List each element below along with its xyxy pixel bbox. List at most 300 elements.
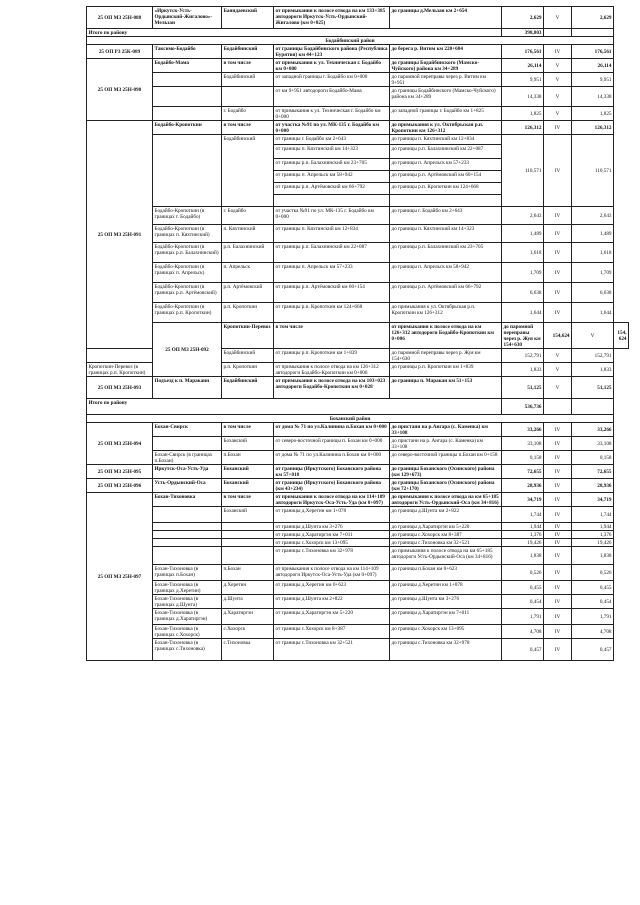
road-category: IV <box>544 121 572 135</box>
road-length: 14,338 <box>502 87 544 107</box>
segment-from: от примыкания к полосе отвода на км 103+023 автодороги Бодайбо-Кропоткин км 0+028 <box>274 377 390 399</box>
road-length: 33,108 <box>502 437 544 451</box>
municipality <box>222 531 274 539</box>
road-length: 176,561 <box>502 45 544 59</box>
road-name <box>153 547 222 565</box>
segment-from: от границы д.Харатиргэн км 7+011 <box>274 531 390 539</box>
road-name: Бодайбо-Кропоткин (в границах р.п. Кропоткин) <box>153 303 222 323</box>
road-register-sheet <box>86 6 629 661</box>
road-name: Бохан-Тихоновка (в границах п.Бохан) <box>153 565 222 581</box>
segment-to: до паромной переправы через р. Жуя км 154+630 <box>390 349 502 363</box>
table-row <box>87 493 629 507</box>
segment-to: до границы р.п. Кропоткин км 1+839 <box>390 363 502 377</box>
segment-from: от западной границы г. Бодайбо км 0+000 <box>274 73 390 87</box>
road-category: IV <box>544 493 572 507</box>
segment-to: до границы с.Тихоновка км 32+521 <box>390 539 502 547</box>
road-category: IV <box>544 479 572 493</box>
road-length-total: 4,708 <box>572 625 614 639</box>
road-length-total: 0,526 <box>572 565 614 581</box>
road-length-total: 1,825 <box>572 107 614 121</box>
segment-from: от границы с.Тихоновка км 32+978 <box>274 547 390 565</box>
segment-from: от границы р.п. Артёмовский км 60+154 <box>274 283 390 303</box>
table-row <box>87 377 629 399</box>
road-name: Бодайбо-Кропоткин <box>153 121 222 135</box>
road-length: 154,624 <box>544 323 572 349</box>
table-row <box>87 539 629 547</box>
municipality: п. Апрельск <box>222 263 274 283</box>
road-name: Бохан-Тихоновка (в границах с.Хохорск) <box>153 625 222 639</box>
road-category: IV <box>544 609 572 625</box>
table-row <box>87 87 629 107</box>
road-name: Иркутск-Оса-Усть-Уда <box>153 465 222 479</box>
road-name: Бохан-Тихоновка (в границах д.Херетин) <box>153 581 222 595</box>
segment-to: до границы р.п. Балахнинский км 22+087 <box>390 145 502 159</box>
road-name: Подъезд к п. Мараканн <box>153 377 222 399</box>
municipality: п. Кяхтинский <box>222 225 274 243</box>
municipality: Бодайбинский <box>222 377 274 399</box>
road-length-total: 176,561 <box>572 45 614 59</box>
road-length-total: 126,312 <box>572 121 614 135</box>
segment-to: до границы д.Харатиргэн км 5+220 <box>390 523 502 531</box>
segment-to: до западной границы г. Бодайбо км 1+825 <box>390 107 502 121</box>
segment-from: от примыкания к ул. Техническая г. Бодайбо км 0+000 <box>274 59 390 73</box>
table-row <box>87 225 629 243</box>
segment-to: до границы р.п. Артёмовский км 66+792 <box>390 283 502 303</box>
road-name: Бодайбо-Кропоткин (в границах п. Апрельск) <box>153 263 222 283</box>
table-row <box>87 135 629 145</box>
table-row <box>87 581 629 595</box>
road-category: IV <box>544 523 572 531</box>
road-code: 25 ОП МЗ 25Н-094 <box>87 423 153 465</box>
road-length-total: 0,158 <box>572 451 614 465</box>
road-length-total: 1,489 <box>572 225 614 243</box>
road-name: Бохан-Свирск (в границах п.Бохан) <box>153 451 222 465</box>
road-length: 1,833 <box>502 363 544 377</box>
road-name: Кропоткин-Перевоз <box>222 323 274 349</box>
municipality: п.Бохан <box>222 451 274 465</box>
segment-from: от границы р.п. Балахнинский км 22+087 <box>274 243 390 263</box>
segment-from: от границы д.Херетин км 1+078 <box>274 507 390 523</box>
road-length: 9,951 <box>502 73 544 87</box>
segment-from: от границы д.Херетин км 0+623 <box>274 581 390 595</box>
road-code: 25 ОП МЗ 25Н-090 <box>87 59 153 121</box>
municipality: д.Херетин <box>222 581 274 595</box>
road-length-total: 0,455 <box>572 581 614 595</box>
table-row <box>87 263 629 283</box>
municipality: в том числе <box>274 323 390 349</box>
table-row <box>87 465 629 479</box>
road-category: V <box>544 73 572 87</box>
segment-from: от границы р.п. Кропоткин км 1+839 <box>274 349 390 363</box>
road-name <box>153 539 222 547</box>
road-length: 33,266 <box>502 423 544 437</box>
region-header-row <box>87 37 629 45</box>
road-length: 6,638 <box>502 283 544 303</box>
road-name <box>87 349 153 363</box>
road-category: V <box>544 59 572 73</box>
road-length: 152,791 <box>502 349 544 363</box>
segment-to: до границы д.Мельзан км 2+654 <box>390 7 502 29</box>
road-length: 1,744 <box>502 507 544 523</box>
road-category: IV <box>544 565 572 581</box>
municipality: р.п. Кропоткин <box>222 363 274 377</box>
municipality: д.Харатиргэн <box>222 609 274 625</box>
segment-to: до границы п.Бохан км 0+623 <box>390 565 502 581</box>
segment-from: от границы п. Кяхтинский км 14+323 <box>274 145 390 159</box>
road-length: 126,312 <box>502 121 544 135</box>
road-category: IV <box>544 207 572 225</box>
table-row <box>87 609 629 625</box>
road-code: 25 ОП МЗ 25Н-093 <box>87 377 153 399</box>
municipality: Боханский <box>222 507 274 523</box>
road-name: Бохан-Тихоновка (в границах с.Тихоновка) <box>153 639 222 661</box>
table-row <box>87 625 629 639</box>
segment-from: от границы р.п. Артёмовский км 66+792 <box>274 183 390 195</box>
segment-from: от участка №91 по ул. МК-135 г. Бодайбо км 0+000 <box>274 207 390 225</box>
road-name <box>153 107 222 121</box>
road-length: 34,719 <box>502 493 544 507</box>
road-length-total: 19,426 <box>572 539 614 547</box>
table-row <box>87 73 629 87</box>
road-length-total: 152,791 <box>572 349 614 363</box>
road-name <box>153 523 222 531</box>
road-code: 25 ОП МЗ 25Н-097 <box>87 493 153 661</box>
road-length-total: 33,266 <box>572 423 614 437</box>
road-length-total: 2,643 <box>572 207 614 225</box>
road-name: Бохан-Тихоновка (в границах д.Харатиргэн) <box>153 609 222 625</box>
road-category: IV <box>544 283 572 303</box>
road-register-table <box>86 6 629 661</box>
road-length: 1,618 <box>502 243 544 263</box>
segment-to: до границы п. Апрельск км 58+942 <box>390 263 502 283</box>
road-category: IV <box>544 507 572 523</box>
municipality <box>222 523 274 531</box>
road-name <box>153 73 222 87</box>
municipality: в том числе <box>222 59 274 73</box>
road-length-total: 110,571 <box>572 135 614 207</box>
segment-to: до границы Бодайбинского (Мамско-Чуйского) района км 34+289 <box>390 87 502 107</box>
road-length: 51,125 <box>502 377 544 399</box>
road-name: Бохан-Тихоновка (в границах д.Шунта) <box>153 595 222 609</box>
segment-to: до границы п. Кяхтинский км 14+323 <box>390 225 502 243</box>
segment-to: до границы р.п. Балахнинский км 23+705 <box>390 243 502 263</box>
segment-from: от границы п. Апрельск км 58+942 <box>274 171 390 183</box>
road-length: 110,571 <box>502 135 544 207</box>
road-length: 1,791 <box>502 609 544 625</box>
road-name: Усть-Ордынский-Оса <box>153 479 222 493</box>
table-row <box>87 243 629 263</box>
road-length: 1,838 <box>502 547 544 565</box>
total-row <box>87 29 629 37</box>
table-row <box>87 7 629 29</box>
road-length-total: 1,838 <box>572 547 614 565</box>
segment-from: от границы р.п. Балахнинский км 23+705 <box>274 159 390 171</box>
segment-to: до примыкания к ул. Октябрьская р.п. Кропоткин км 126+312 <box>390 303 502 323</box>
municipality: с.Тихоновка <box>222 639 274 661</box>
segment-to: до берега р. Витим км 220+684 <box>390 45 502 59</box>
segment-to: до границы п. Маракан км 51+153 <box>390 377 502 399</box>
road-length-total: 28,936 <box>572 479 614 493</box>
segment-to: до границы р.п. Кропоткин км 124+668 <box>390 183 502 195</box>
road-category: V <box>572 323 614 349</box>
segment-from: от границы п. Кяхтинский км 12+834 <box>274 225 390 243</box>
municipality: Боханский <box>222 465 274 479</box>
road-category: V <box>544 87 572 107</box>
segment-from: от границы п. Апрельск км 57+233 <box>274 263 390 283</box>
table-row <box>87 531 629 539</box>
segment-to: до границы с.Хохорск км 13+095 <box>390 625 502 639</box>
segment-to: до северо-восточной границы п.Бохан км 0+158 <box>390 451 502 465</box>
segment-to: до границы п. Апрельск км 57+233 <box>390 159 502 171</box>
segment-from: от границы (Иркутского) Боханского района км 57+018 <box>274 465 390 479</box>
segment-to <box>390 195 502 207</box>
road-length: 2,643 <box>502 207 544 225</box>
segment-to: до границы Бодайбинского (Мамско-Чуйского) района км 34+289 <box>390 59 502 73</box>
table-row <box>87 107 629 121</box>
road-length-total: 154,624 <box>614 323 629 349</box>
road-length-total: 26,114 <box>572 59 614 73</box>
municipality: г. Бодайбо <box>222 107 274 121</box>
segment-to: до границы д.Шунта км 2+822 <box>390 507 502 523</box>
segment-to: до границы с.Хохорск км 8+387 <box>390 531 502 539</box>
table-row <box>87 323 629 349</box>
municipality <box>222 87 274 107</box>
road-category: IV <box>544 639 572 661</box>
total-length: 398,803 <box>502 29 544 37</box>
municipality: Баяндаевский <box>222 7 274 29</box>
table-row <box>87 595 629 609</box>
segment-from: от границы д.Шунта км 2+822 <box>274 595 390 609</box>
road-length-total: 1,709 <box>572 263 614 283</box>
road-name <box>153 507 222 523</box>
table-row <box>87 59 629 73</box>
region-header-row <box>87 415 629 423</box>
municipality: в том числе <box>222 493 274 507</box>
road-name <box>153 437 222 451</box>
municipality: с.Хохорск <box>222 625 274 639</box>
segment-from: от примыкания к полосе отвода на км 126+312 автодороги Бодайбо-Кропоткин км 0+006 <box>390 323 502 349</box>
municipality: п.Бохан <box>222 565 274 581</box>
segment-to: до паромной переправы через р. Витим км 9+951 <box>390 73 502 87</box>
segment-from: от границы д.Шунта км 3+276 <box>274 523 390 531</box>
segment-from: от примыкания к полосе отвода на км 114+109 автодороги Иркутск-Оса-Усть-Уда (км 0+097) <box>274 565 390 581</box>
road-register-body <box>87 7 629 661</box>
table-row <box>87 547 629 565</box>
road-length-total: 1,944 <box>572 523 614 531</box>
road-name: Бодайбо-Кропоткин (в границах р.п. Балахнинский) <box>153 243 222 263</box>
segment-to: до границы г. Бодайбо км 2+643 <box>390 207 502 225</box>
road-length: 1,944 <box>502 523 544 531</box>
total-length: 536,736 <box>502 399 544 415</box>
segment-to: до паромной переправы через р. Жуя км 154+630 <box>502 323 544 349</box>
road-length-total: 1,376 <box>572 531 614 539</box>
road-category: IV <box>544 45 572 59</box>
region-title: Боханский район <box>87 415 614 423</box>
segment-to: до границы д.Харатиргэн км 7+011 <box>390 609 502 625</box>
road-category: IV <box>544 595 572 609</box>
municipality <box>222 547 274 565</box>
segment-to: до пристани на р. Ангара (с. Каменка) км 33+108 <box>390 437 502 451</box>
road-length: 0,455 <box>502 581 544 595</box>
municipality: Бодайбинский <box>222 349 274 363</box>
segment-from: от границы с.Хохорск км 8+387 <box>274 625 390 639</box>
road-name: Бохан-Свирск <box>153 423 222 437</box>
road-code: 25 ОП МЗ 25Н-095 <box>87 465 153 479</box>
road-category: IV <box>544 225 572 243</box>
segment-from: от границы Бодайбинского района (Республика Бурятия) км 44+123 <box>274 45 390 59</box>
road-name <box>153 135 222 207</box>
road-category: IV <box>544 303 572 323</box>
road-length-total: 1,644 <box>572 303 614 323</box>
segment-to: до примыкания к полосе отвода на км 65+185 автодороги Усть-Ордынский-Оса (км 34+816) <box>390 493 502 507</box>
road-length-total: 33,108 <box>572 437 614 451</box>
road-category: IV <box>544 243 572 263</box>
road-length-total: 1,744 <box>572 507 614 523</box>
segment-from: от границы с.Тихоновка км 32+521 <box>274 639 390 661</box>
total-row <box>87 399 629 415</box>
road-length-total: 1,833 <box>572 363 614 377</box>
table-row <box>87 283 629 303</box>
table-row <box>87 121 629 135</box>
road-length: 4,708 <box>502 625 544 639</box>
road-length: 1,709 <box>502 263 544 283</box>
road-name: Бодайбо-Кропоткин (в границах г. Бодайбо) <box>153 207 222 225</box>
table-row <box>87 507 629 523</box>
road-name: Бохан-Тихоновка <box>153 493 222 507</box>
road-length: 0,457 <box>502 639 544 661</box>
segment-to: до границы д.Херетин км 1+078 <box>390 581 502 595</box>
road-length-total: 1,791 <box>572 609 614 625</box>
road-category: IV <box>544 465 572 479</box>
road-length: 19,426 <box>502 539 544 547</box>
table-row <box>87 565 629 581</box>
road-length: 1,376 <box>502 531 544 539</box>
table-row <box>87 639 629 661</box>
road-code: 25 ОП Р3 25К-089 <box>87 45 153 59</box>
table-row <box>87 303 629 323</box>
road-length: 72,655 <box>502 465 544 479</box>
segment-to: до границы Боханского (Осинского) района (км 72+170) <box>390 479 502 493</box>
road-code: 25 ОП МЗ 25Н-091 <box>87 121 153 349</box>
total-value <box>572 399 614 415</box>
segment-to: до границы д.Шунта км 3+276 <box>390 595 502 609</box>
municipality: Бодайбинский <box>222 73 274 87</box>
road-length-total: 9,951 <box>572 73 614 87</box>
segment-from: от границы д.Харатиргэн км 5+220 <box>274 609 390 625</box>
road-length-total: 1,618 <box>572 243 614 263</box>
table-row <box>87 523 629 531</box>
segment-to: до пристани на р.Ангара (с. Каменка) км 33+108 <box>390 423 502 437</box>
municipality <box>222 539 274 547</box>
road-length-total: 51,125 <box>572 377 614 399</box>
municipality: р.п. Артёмовский <box>222 283 274 303</box>
road-length-total: 72,655 <box>572 465 614 479</box>
road-code: 25 ОП МЗ 25Н-088 <box>87 7 153 29</box>
road-name: Бодайбо-Кропоткин (в границах п. Кяхтинский) <box>153 225 222 243</box>
road-name: Кропоткин-Перевоз (в границах р.п. Кропоткин) <box>87 363 153 377</box>
road-category: IV <box>544 437 572 451</box>
segment-to: до границы Боханского (Осинского) района (км 129+673) <box>390 465 502 479</box>
road-category: V <box>544 349 572 363</box>
road-category: IV <box>544 547 572 565</box>
segment-to: до примыкания к полосе отвода на км 65+185 автодороги Усть-Ордынский-Оса (км 34+816) <box>390 547 502 565</box>
road-category: V <box>544 107 572 121</box>
municipality: в том числе <box>222 121 274 135</box>
municipality: Бодайбинский <box>222 45 274 59</box>
segment-from: от границы р.п. Кропоткин км 124+668 <box>274 303 390 323</box>
road-name: Бодайбо-Кропоткин (в границах р.п. Артёмовский) <box>153 283 222 303</box>
road-length: 0,454 <box>502 595 544 609</box>
road-name <box>153 531 222 539</box>
road-name <box>153 87 222 107</box>
road-category: IV <box>544 263 572 283</box>
municipality: в том числе <box>222 423 274 437</box>
table-row <box>87 451 629 465</box>
segment-from: от границы с.Хохорск км 13+095 <box>274 539 390 547</box>
road-length-total: 34,719 <box>572 493 614 507</box>
road-category: IV <box>544 531 572 539</box>
municipality: Бодайбинский <box>222 135 274 207</box>
table-row <box>87 479 629 493</box>
municipality: р.п. Балахнинский <box>222 243 274 263</box>
road-name: Таксимо-Бодайбо <box>153 45 222 59</box>
road-category: IV <box>544 451 572 465</box>
road-length: 1,825 <box>502 107 544 121</box>
road-length: 26,114 <box>502 59 544 73</box>
segment-from: от границы (Иркутского) Боханского района (км 43+234) <box>274 479 390 493</box>
total-category <box>544 399 572 415</box>
road-length: 2,629 <box>502 7 544 29</box>
segment-from: от примыкания к полосе отвода на км 114+109 автодороги Иркутск-Оса-Усть-Уда (км 0+097) <box>274 493 390 507</box>
road-length: 1,644 <box>502 303 544 323</box>
municipality: г. Бодайбо <box>222 207 274 225</box>
municipality: д.Шунта <box>222 595 274 609</box>
road-length: 0,526 <box>502 565 544 581</box>
segment-from: от участка №91 по ул. МК-135 г. Бодайбо км 0+000 <box>274 121 390 135</box>
segment-from: от примыкания к ул. Техническая г. Бодайбо км 0+000 <box>274 107 390 121</box>
road-length-total: 0,457 <box>572 639 614 661</box>
road-category: IV <box>544 581 572 595</box>
total-category <box>544 29 572 37</box>
road-length-total: 14,338 <box>572 87 614 107</box>
table-row <box>87 207 629 225</box>
road-code: 25 ОП МЗ 25Н-092 <box>153 323 222 377</box>
segment-from: от примыкания к полосе отвода на км 133+385 автодороги Иркутск-Усть-Ордынский-Жигалово (км 0+025) <box>274 7 390 29</box>
road-length-total: 2,629 <box>572 7 614 29</box>
segment-from: от км 9+951 автодороги Бодайбо-Мама <box>274 87 390 107</box>
segment-to: до примыкания к ул. Октябрьская р.п. Кропоткин км 126+312 <box>390 121 502 135</box>
road-category: V <box>544 363 572 377</box>
road-length-total: 6,638 <box>572 283 614 303</box>
segment-to: до границы р.п. Артёмовский км 60+154 <box>390 171 502 183</box>
table-row <box>87 45 629 59</box>
road-name: Бодайбо-Мама <box>153 59 222 73</box>
segment-from: от границы г. Бодайбо км 2+643 <box>274 135 390 145</box>
segment-to: до границы п. Кяхтинский км 12+834 <box>390 135 502 145</box>
segment-from: от северо-восточной границы п. Бохан км 0+000 <box>274 437 390 451</box>
table-row <box>87 423 629 437</box>
total-label: Итого по району <box>87 29 502 37</box>
segment-to: до границы с.Тихоновка км 32+978 <box>390 639 502 661</box>
road-code: 25 ОП МЗ 25Н-096 <box>87 479 153 493</box>
road-length-total: 0,454 <box>572 595 614 609</box>
municipality: р.п. Кропоткин <box>222 303 274 323</box>
road-category: IV <box>544 539 572 547</box>
total-value <box>572 29 614 37</box>
road-category: V <box>544 377 572 399</box>
road-length: 1,489 <box>502 225 544 243</box>
road-name: «Иркутск-Усть-Ордынский-Жигалово»-Мельзан <box>153 7 222 29</box>
